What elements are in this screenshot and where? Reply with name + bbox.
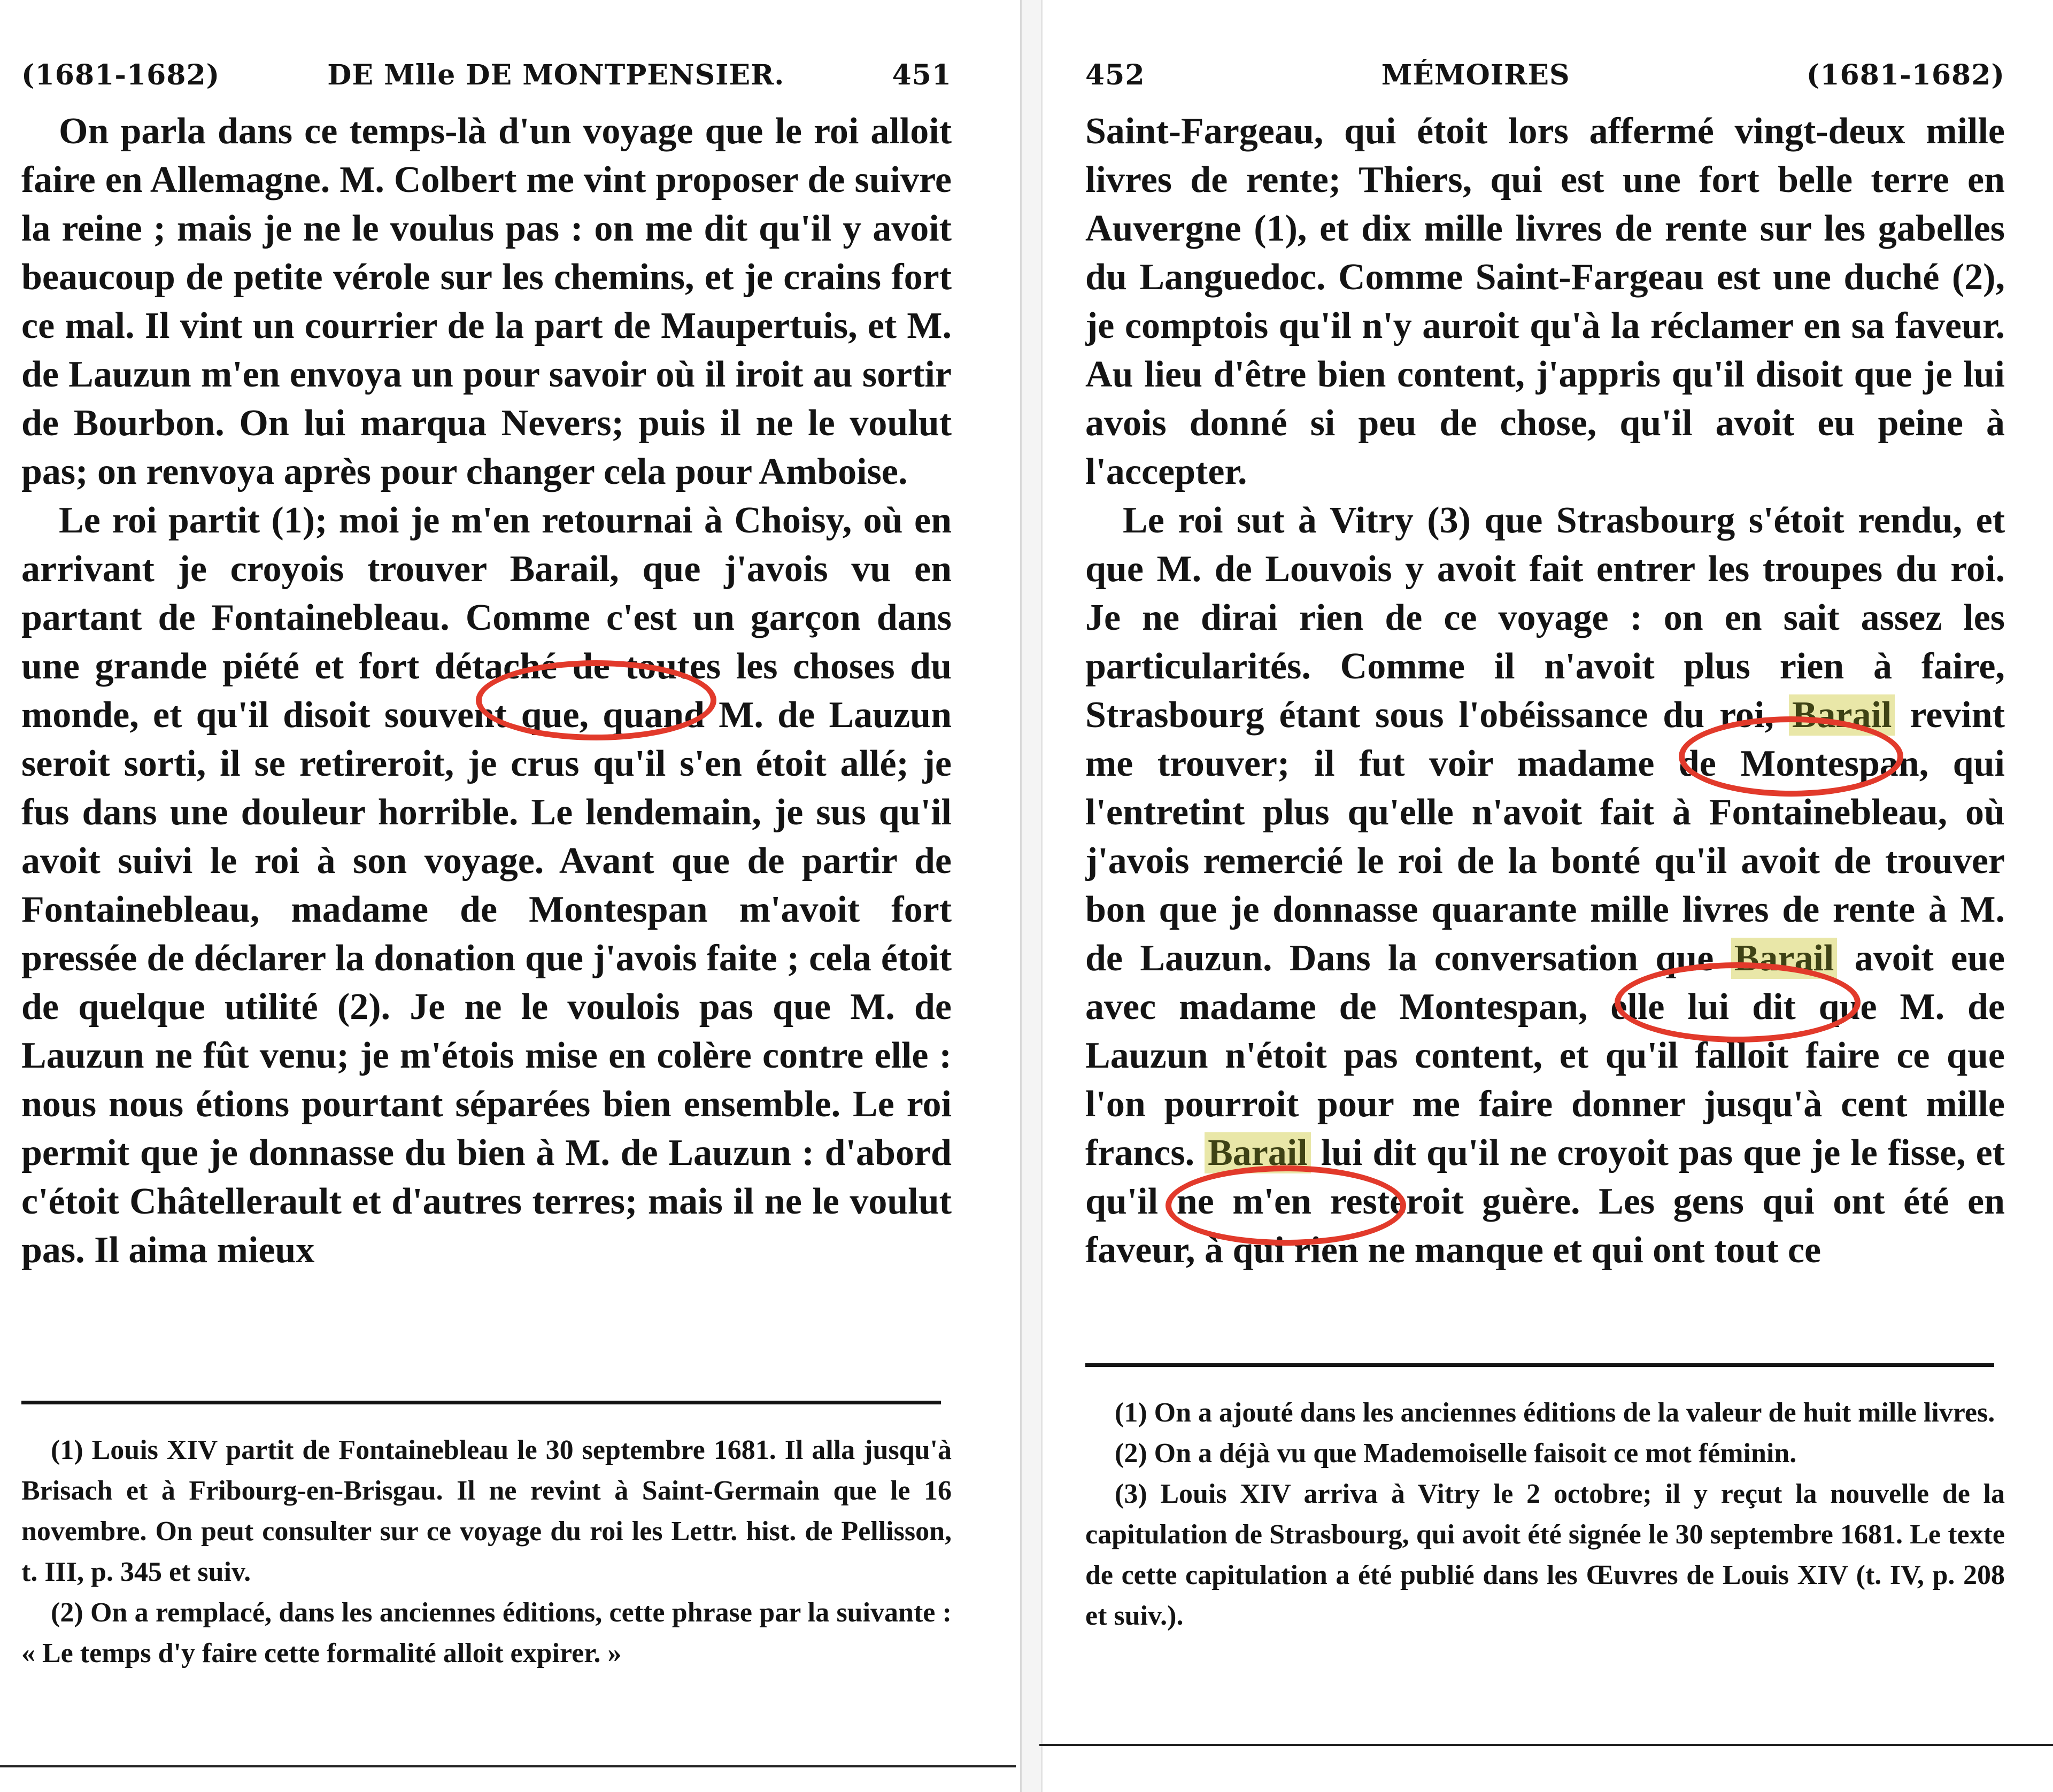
right-page-bottom-border bbox=[1039, 1744, 2053, 1746]
left-body-text bbox=[21, 107, 952, 1275]
right-running-head bbox=[1085, 59, 2005, 107]
right-footnote-rule bbox=[1085, 1363, 1994, 1367]
right-paragraph-2: Le roi sut à Vitry (3) que Strasbourg s'étoit rendu, et que M. de Louvois y avoit fait entrer les troupes du roi. Je ne dirai rien de ce voyage : on en sait assez les particularités. Comme il n'avoit plus rien à faire, Strasbourg étant sous l'obéissance du roi, Barail revint me trouver; il fut voir madame de Montespan, qui l'entretint plus qu'elle n'avoit fait à Fontainebleau, où j'avois remercié le roi de la bonté qu'il avoit de trouver bon que je donnasse quarante mille livres de rente à M. de Lauzun. Dans la conversation que Barail avoit eue avec madame de Montespan, elle lui dit que M. de Lauzun n'étoit pas content, et qu'il falloit faire ce que l'on pourroit pour me faire donner jusqu'à cent mille francs. Barail lui dit qu'il ne croyoit pas que je le fisse, et qu'il ne m'en resteroit guère. Les gens qui ont été en faveur, à qui rien ne manque et qui ont tout ce bbox=[1085, 500, 2005, 1271]
highlighted-name: Barail bbox=[1205, 1132, 1311, 1173]
right-body-text bbox=[1085, 107, 2005, 1275]
left-page-number: 451 bbox=[892, 59, 952, 91]
highlighted-name: Barail bbox=[1789, 694, 1895, 736]
right-page-number: 452 bbox=[1085, 59, 1145, 91]
left-footnote-1: (1) Louis XIV partit de Fontainebleau le 30 septembre 1681. Il alla jusqu'à Brisach et à Fribourg-en-Brisgau. Il ne revint à Saint-Germain que le 16 novembre. On peut consulter sur ce voyage du roi les Lettr. hist. de Pellisson, t. III, p. 345 et suiv. bbox=[21, 1435, 952, 1587]
left-paragraph-1: On parla dans ce temps-là d'un voyage que le roi alloit faire en Allemagne. M. Colbert me vint proposer de suivre la reine ; mais je ne le voulus pas : on me dit qu'il y avoit beaucoup de petite vérole sur les chemins, et je crains fort ce mal. Il vint un courrier de la part de Maupertuis, et M. de Lauzun m'en envoya un pour savoir où il iroit au sortir de Bourbon. On lui marqua Nevers; puis il ne le voulut pas; on renvoya après pour changer cela pour Amboise. bbox=[21, 111, 952, 492]
left-header-title: DE Mlle DE MONTPENSIER. bbox=[327, 59, 785, 91]
right-header-title: MÉMOIRES bbox=[1381, 59, 1570, 91]
left-header-years: (1681-1682) bbox=[21, 59, 220, 91]
highlighted-name: Barail bbox=[1731, 938, 1838, 979]
left-paragraph-2: Le roi partit (1); moi je m'en retournai à Choisy, où en arrivant je croyois trouver Barail, que j'avois vu en partant de Fontainebleau. Comme c'est un garçon dans une grande piété et fort détaché de toutes les choses du monde, et qu'il disoit souvent que, quand M. de Lauzun seroit sorti, il se retireroit, je crus qu'il s'en étoit allé; je fus dans une douleur horrible. Le lendemain, je sus qu'il avoit suivi le roi à son voyage. Avant que de partir de Fontainebleau, madame de Montespan m'avoit fort pressée de déclarer la donation que j'avois faite ; cela étoit de quelque utilité (2). Je ne le voulois pas que M. de Lauzun ne fût venu; je m'étois mise en colère contre elle : nous nous étions pourtant séparées bien ensemble. Le roi permit que je donnasse du bien à M. de Lauzun : d'abord c'étoit Châtellerault et d'autres terres; mais il ne le voulut pas. Il aima mieux bbox=[21, 500, 952, 1271]
page-gutter bbox=[1020, 0, 1043, 1792]
right-header-years: (1681-1682) bbox=[1806, 59, 2005, 91]
right-footnote-1: (1) On a ajouté dans les anciennes éditions de la valeur de huit mille livres. bbox=[1115, 1397, 1995, 1428]
left-footnote-2: (2) On a remplacé, dans les anciennes éditions, cette phrase par la suivante : « Le temps d'y faire cette formalité alloit expirer. » bbox=[21, 1597, 952, 1669]
left-running-head bbox=[21, 59, 952, 107]
left-page bbox=[21, 59, 952, 1743]
right-footnote-3: (3) Louis XIV arriva à Vitry le 2 octobre; il y reçut la nouvelle de la capitulation de Strasbourg, qui avoit été signée le 30 septembre 1681. Le texte de cette capitulation a été publié dans les Œuvres de Louis XIV (t. IV, p. 208 et suiv.). bbox=[1085, 1479, 2005, 1631]
left-footnote-rule bbox=[21, 1401, 941, 1404]
right-footnote-2: (2) On a déjà vu que Mademoiselle faisoit ce mot féminin. bbox=[1115, 1438, 1797, 1469]
left-footnotes bbox=[21, 1430, 952, 1674]
right-paragraph-1: Saint-Fargeau, qui étoit lors affermé vingt-deux mille livres de rente; Thiers, qui est une fort belle terre en Auvergne (1), et dix mille livres de rente sur les gabelles du Languedoc. Comme Saint-Fargeau est une duché (2), je comptois qu'il n'y auroit qu'à la réclamer en sa faveur. Au lieu d'être bien content, j'appris qu'il disoit que je lui avois donné si peu de chose, qu'il avoit eu peine à l'accepter. bbox=[1085, 111, 2005, 492]
left-page-bottom-border bbox=[0, 1765, 1016, 1767]
right-page bbox=[1085, 59, 2005, 1743]
right-footnotes bbox=[1085, 1393, 2005, 1636]
